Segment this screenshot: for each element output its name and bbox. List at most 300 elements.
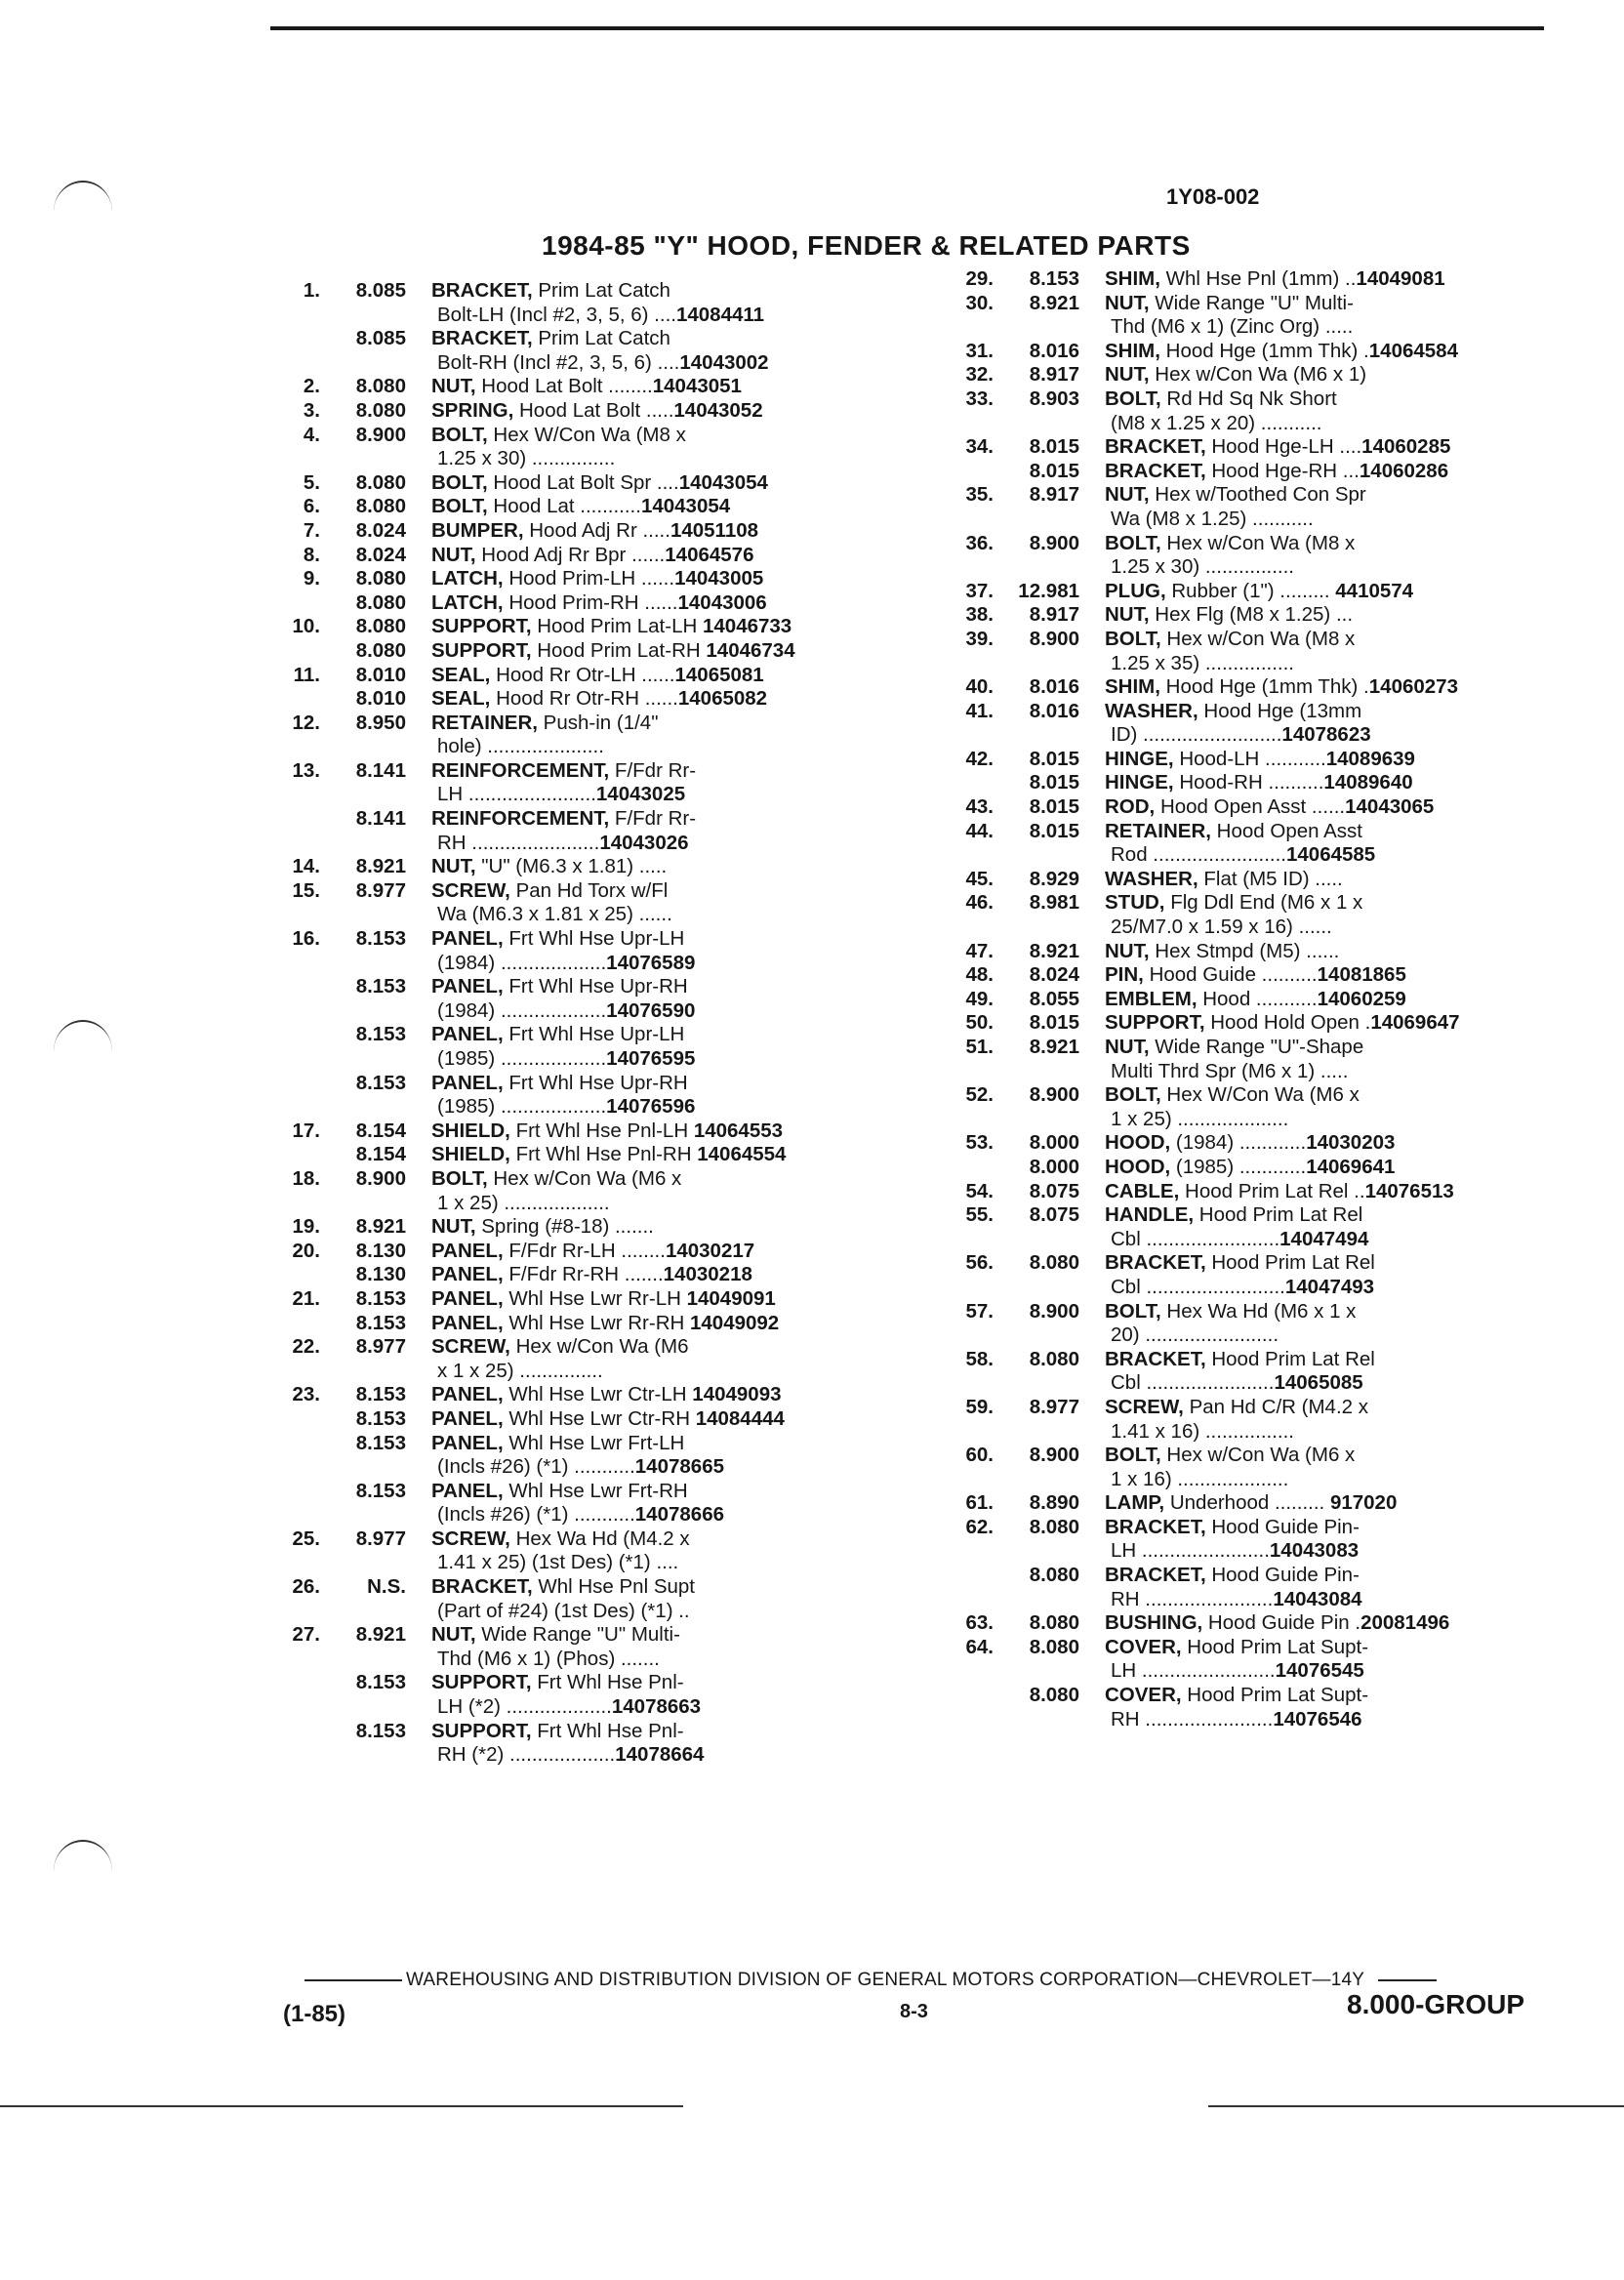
part-name: SUPPORT, (1105, 1011, 1205, 1035)
part-entry (264, 807, 908, 855)
part-entry (937, 267, 1562, 292)
part-detail: Whl Hse Lwr Ctr-RH (503, 1406, 696, 1430)
item-number: 33. (965, 387, 994, 410)
part-detail: Whl Hse Lwr Rr-LH (503, 1286, 687, 1310)
part-detail: Hood Adj Rr Bpr ...... (475, 543, 666, 566)
part-detail: Hood Hge (13mm (1198, 699, 1362, 722)
item-number: 21. (292, 1286, 320, 1310)
part-name: ROD, (1105, 795, 1156, 819)
part-detail-continued: (Incls #26) (*1) ........... (437, 1503, 635, 1527)
part-detail: Whl Hse Pnl Supt (532, 1575, 695, 1599)
item-number: 32. (965, 363, 994, 387)
part-detail: Hood Hold Open . (1204, 1011, 1371, 1035)
part-name: SCREW, (431, 878, 510, 902)
group-number: 8.153 (355, 1479, 406, 1502)
page-code: 1Y08-002 (1166, 184, 1260, 209)
part-detail-continued: Bolt-RH (Incl #2, 3, 5, 6) .... (437, 350, 680, 374)
group-number: 8.130 (355, 1239, 406, 1262)
group-number: 8.130 (355, 1263, 406, 1286)
part-detail: Hood Open Asst (1210, 819, 1362, 842)
part-entry (264, 1143, 908, 1167)
part-name: PANEL, (431, 1286, 504, 1310)
part-entry (264, 759, 908, 807)
part-description (431, 544, 908, 568)
part-entry (264, 1575, 908, 1623)
item-number: 61. (965, 1491, 994, 1515)
part-number: 14076545 (1275, 1659, 1364, 1683)
part-number: 14076590 (606, 998, 696, 1022)
group-number: 8.015 (1029, 795, 1079, 819)
item-number: 29. (965, 267, 994, 290)
part-detail-continued: 1 x 16) .................... (1111, 1467, 1289, 1490)
part-name: SUPPORT, (431, 615, 532, 638)
group-number: 8.890 (1029, 1491, 1079, 1515)
part-entry (264, 1383, 908, 1407)
part-description (1105, 483, 1562, 531)
part-detail-continued: (1984) ................... (437, 998, 607, 1022)
part-description (431, 519, 908, 544)
part-name: HINGE, (1105, 747, 1174, 770)
part-detail: Rd Hd Sq Nk Short (1160, 387, 1337, 410)
part-description (431, 664, 908, 688)
part-detail-continued: RH ....................... (1111, 1707, 1274, 1730)
part-name: NUT, (431, 375, 476, 398)
part-detail: Hood Prim Lat Rel .. (1179, 1179, 1365, 1202)
part-entry (264, 615, 908, 639)
part-name: LAMP, (1105, 1491, 1165, 1515)
part-detail-continued: Rod ........................ (1111, 843, 1286, 867)
part-name: BRACKET, (431, 279, 533, 302)
item-number: 22. (292, 1335, 320, 1359)
part-name: REINFORCEMENT, (431, 807, 610, 831)
part-detail: Wide Range "U" Multi- (1149, 291, 1354, 314)
part-number: 14078663 (611, 1695, 702, 1719)
part-detail: Whl Hse Lwr Frt-RH (503, 1479, 688, 1502)
part-description (431, 1120, 908, 1144)
item-number: 31. (965, 339, 994, 362)
part-name: PANEL, (431, 1023, 504, 1046)
part-description (431, 1407, 908, 1432)
part-entry (264, 1432, 908, 1480)
group-number: 12.981 (1018, 579, 1079, 602)
part-entry (937, 1083, 1562, 1131)
group-number: 8.080 (355, 615, 406, 638)
part-description (431, 1575, 908, 1623)
part-name: SHIELD, (431, 1143, 510, 1166)
part-entry (264, 375, 908, 399)
part-description (1105, 1180, 1562, 1204)
part-name: PIN, (1105, 963, 1144, 987)
group-number: 8.921 (1029, 1036, 1079, 1058)
part-name: NUT, (1105, 939, 1150, 962)
part-name: EMBLEM, (1105, 987, 1198, 1010)
part-detail: Whl Hse Lwr Rr-RH (503, 1311, 690, 1334)
part-description (1105, 1396, 1562, 1444)
group-number: 8.015 (1029, 1011, 1079, 1035)
part-name: SUPPORT, (431, 638, 532, 662)
part-entry (937, 387, 1562, 435)
part-description (1105, 580, 1562, 604)
group-number: 8.921 (1029, 291, 1079, 314)
part-description (1105, 795, 1562, 820)
group-number: 8.080 (355, 567, 406, 590)
item-number: 59. (965, 1395, 994, 1418)
part-description (1105, 963, 1562, 988)
group-number: 8.080 (355, 590, 406, 614)
part-entry (264, 327, 908, 375)
part-description (1105, 1611, 1562, 1636)
part-name: BRACKET, (1105, 1347, 1206, 1370)
part-number: 20081496 (1360, 1611, 1450, 1635)
part-detail-continued: (Incls #26) (*1) ........... (437, 1455, 635, 1479)
group-number: 8.153 (1029, 267, 1079, 290)
part-name: NUT, (1105, 363, 1150, 387)
part-detail: F/Fdr Rr-RH ....... (503, 1263, 664, 1286)
part-detail: Hood Guide .......... (1143, 963, 1318, 987)
parts-list-left (264, 279, 908, 1768)
item-number: 51. (965, 1036, 994, 1058)
part-name: STUD, (1105, 891, 1165, 915)
part-detail: Hex w/Con Wa (M6 x (487, 1166, 682, 1190)
part-entry (937, 580, 1562, 604)
group-number: 8.900 (1029, 1444, 1079, 1467)
part-entry (937, 795, 1562, 820)
part-detail-continued: Wa (M6.3 x 1.81 x 25) ...... (437, 903, 672, 926)
group-number: 8.015 (1029, 747, 1079, 770)
part-description (1105, 387, 1562, 435)
part-number: 14043054 (640, 495, 731, 518)
part-detail: Frt Whl Hse Upr-RH (503, 1071, 688, 1094)
part-number: 917020 (1329, 1491, 1398, 1515)
part-number: 14030218 (663, 1263, 752, 1286)
part-description (431, 855, 908, 879)
bottom-rule (1208, 2105, 1624, 2107)
part-entry (937, 1011, 1562, 1036)
item-number: 30. (965, 291, 994, 314)
part-detail: Hood Rr Otr-RH ...... (490, 687, 678, 711)
part-entry (937, 340, 1562, 364)
part-entry (937, 1444, 1562, 1491)
part-number: 14043005 (674, 567, 764, 590)
part-description (1105, 1516, 1562, 1564)
part-detail: Hex W/Con Wa (M8 x (487, 423, 686, 446)
part-description (431, 591, 908, 616)
part-name: PANEL, (431, 1431, 504, 1454)
part-number: 14078664 (615, 1743, 705, 1767)
part-detail: Pan Hd Torx w/Fl (509, 878, 669, 902)
part-detail-continued: Thd (M6 x 1) (Zinc Org) ..... (1111, 315, 1354, 339)
part-detail: Hex w/Con Wa (M6 (509, 1335, 689, 1359)
part-description (431, 1287, 908, 1312)
group-number: 8.153 (355, 1286, 406, 1310)
item-number: 19. (292, 1215, 320, 1239)
part-entry (264, 855, 908, 879)
part-entry (264, 1120, 908, 1144)
part-number: 14089639 (1325, 747, 1415, 770)
part-entry (264, 687, 908, 712)
group-number: 8.950 (355, 711, 406, 734)
item-number: 58. (965, 1347, 994, 1370)
part-number: 14065082 (677, 687, 768, 711)
part-entry (937, 1203, 1562, 1251)
item-number: 12. (292, 711, 320, 734)
part-description (1105, 820, 1562, 868)
part-detail: Hex w/Con Wa (M6 x (1160, 1444, 1356, 1467)
part-description (1105, 675, 1562, 700)
item-number: 36. (965, 531, 994, 554)
part-detail: Pan Hd C/R (M4.2 x (1183, 1395, 1368, 1418)
part-name: SHIM, (1105, 675, 1160, 699)
page-title: 1984-85 "Y" HOOD, FENDER & RELATED PARTS (542, 230, 1191, 261)
part-entry (264, 1287, 908, 1312)
part-description (431, 279, 908, 327)
group-number: 8.000 (1029, 1131, 1079, 1155)
part-detail: Hood Lat Bolt Spr .... (487, 470, 679, 494)
part-entry (937, 1180, 1562, 1204)
part-number: 14069641 (1306, 1155, 1396, 1178)
item-number: 23. (292, 1383, 320, 1406)
part-name: SHIM, (1105, 339, 1160, 362)
part-description (431, 879, 908, 927)
part-number: 14043051 (652, 375, 742, 398)
part-number: 14078666 (634, 1503, 724, 1527)
punch-hole-mark (54, 1020, 112, 1051)
part-description (431, 1480, 908, 1527)
item-number: 54. (965, 1179, 994, 1202)
part-detail: Hood Rr Otr-LH ...... (490, 663, 675, 686)
group-number: 8.000 (1029, 1155, 1079, 1178)
item-number: 41. (965, 699, 994, 722)
part-name: SCREW, (431, 1335, 510, 1359)
part-detail: Hood Hge (1mm Thk) . (1159, 675, 1369, 699)
part-description (1105, 1083, 1562, 1131)
item-number: 7. (303, 518, 320, 542)
part-entry (937, 628, 1562, 675)
part-name: BOLT, (1105, 531, 1161, 554)
part-entry (264, 1215, 908, 1240)
part-description (431, 759, 908, 807)
part-description (1105, 748, 1562, 772)
part-number: 14076595 (606, 1047, 696, 1070)
group-number: 8.015 (1029, 771, 1079, 794)
part-name: WASHER, (1105, 867, 1198, 890)
part-description (431, 615, 908, 639)
part-name: BOLT, (431, 1166, 488, 1190)
part-name: PANEL, (431, 927, 504, 951)
group-number: 8.085 (355, 279, 406, 302)
part-name: NUT, (1105, 483, 1150, 507)
part-number: 14043084 (1273, 1587, 1362, 1610)
part-description (431, 1527, 908, 1575)
group-number: 8.917 (1029, 603, 1079, 627)
part-number: 14043002 (679, 350, 769, 374)
part-number: 14065085 (1274, 1371, 1363, 1395)
part-name: BOLT, (1105, 1444, 1161, 1467)
part-description (431, 1263, 908, 1287)
item-number: 42. (965, 747, 994, 770)
part-entry (937, 675, 1562, 700)
part-entry (264, 639, 908, 664)
part-entry (937, 363, 1562, 387)
part-name: SUPPORT, (431, 1719, 532, 1742)
group-number: 8.085 (355, 327, 406, 350)
part-entry (937, 891, 1562, 939)
part-entry (264, 399, 908, 424)
part-detail-continued: (1985) ................... (437, 1095, 607, 1119)
group-number: 8.024 (355, 543, 406, 566)
part-entry (264, 1072, 908, 1120)
part-detail: Hood Prim Lat Supt- (1181, 1684, 1369, 1707)
group-number: 8.141 (355, 807, 406, 831)
part-detail: Hood Adj Rr ..... (523, 518, 670, 542)
part-detail: Frt Whl Hse Pnl- (531, 1719, 684, 1742)
part-detail-continued: 1 x 25) ................... (437, 1191, 610, 1214)
item-number: 20. (292, 1239, 320, 1262)
part-detail: Hex W/Con Wa (M6 x (1160, 1083, 1360, 1107)
item-number: 56. (965, 1251, 994, 1275)
group-number: 8.016 (1029, 699, 1079, 722)
part-detail: Prim Lat Catch (532, 279, 670, 302)
part-description (1105, 628, 1562, 675)
part-name: BOLT, (431, 423, 488, 446)
part-number: 14076596 (606, 1095, 696, 1119)
part-entry (264, 1480, 908, 1527)
part-number: 14043026 (599, 831, 689, 854)
part-detail: Hex w/Con Wa (M6 x 1) (1149, 363, 1367, 387)
part-detail-continued: Wa (M8 x 1.25) ........... (1111, 507, 1314, 530)
part-number: 14064553 (693, 1119, 784, 1142)
group-number: 8.921 (355, 1215, 406, 1239)
part-number: 14084411 (675, 303, 765, 326)
part-detail: Hood-LH ........... (1173, 747, 1326, 770)
part-entry (264, 1623, 908, 1671)
part-number: 14047494 (1279, 1227, 1369, 1250)
part-number: 14043065 (1345, 795, 1435, 819)
item-number: 15. (292, 878, 320, 902)
group-number: 8.153 (355, 1719, 406, 1742)
group-number: 8.075 (1029, 1179, 1079, 1202)
item-number: 50. (965, 1011, 994, 1035)
part-name: PANEL, (431, 1383, 504, 1406)
group-number: 8.900 (355, 423, 406, 446)
group-number: 8.977 (355, 1335, 406, 1359)
part-detail-continued: (1985) ................... (437, 1047, 607, 1070)
part-detail: Hood Prim-LH ...... (503, 567, 675, 590)
part-detail: Hood ........... (1197, 987, 1318, 1010)
part-description (431, 1167, 908, 1215)
part-number: 14043083 (1269, 1539, 1360, 1563)
group-number: 8.015 (1029, 819, 1079, 842)
part-name: NUT, (1105, 1036, 1150, 1058)
part-detail-continued: 1.25 x 30) ............... (437, 447, 616, 470)
part-detail: Flg Ddl End (M6 x 1 x (1164, 891, 1363, 915)
part-entry (937, 532, 1562, 580)
group-number: 8.153 (355, 1383, 406, 1406)
part-entry (937, 820, 1562, 868)
part-number: 14049091 (686, 1286, 776, 1310)
part-name: RETAINER, (431, 711, 538, 734)
item-number: 2. (303, 375, 320, 398)
item-number: 46. (965, 891, 994, 915)
part-name: BRACKET, (431, 1575, 533, 1599)
group-number: 8.903 (1029, 387, 1079, 410)
part-entry (264, 1671, 908, 1719)
part-entry (937, 1491, 1562, 1516)
group-number: 8.153 (355, 1406, 406, 1430)
group-number: 8.153 (355, 1311, 406, 1334)
part-detail-continued: 1 x 25) .................... (1111, 1107, 1289, 1130)
group-number: 8.055 (1029, 987, 1079, 1010)
item-number: 26. (292, 1575, 320, 1599)
part-name: NUT, (431, 855, 476, 878)
part-detail: Whl Hse Lwr Frt-LH (503, 1431, 685, 1454)
part-name: NUT, (431, 1623, 476, 1647)
item-number: 44. (965, 819, 994, 842)
part-entry (937, 1251, 1562, 1299)
part-entry (937, 1516, 1562, 1564)
part-detail: Rubber (1") ......... (1165, 579, 1336, 602)
group-number: 8.154 (355, 1143, 406, 1166)
part-detail: F/Fdr Rr- (609, 807, 697, 831)
part-number: 14046733 (702, 615, 792, 638)
part-description (1105, 1636, 1562, 1684)
group-number: 8.080 (1029, 1347, 1079, 1370)
part-number: 14049093 (692, 1383, 782, 1406)
part-description (431, 712, 908, 759)
part-number: 14060259 (1317, 987, 1406, 1010)
item-number: 64. (965, 1635, 994, 1658)
part-description (431, 975, 908, 1023)
item-number: 52. (965, 1083, 994, 1107)
part-detail: Push-in (1/4" (537, 711, 659, 734)
group-number: 8.080 (1029, 1515, 1079, 1538)
part-description (431, 1240, 908, 1264)
part-detail: Hood Prim-RH ...... (503, 590, 678, 614)
group-number: 8.080 (1029, 1564, 1079, 1587)
part-detail: Whl Hse Lwr Ctr-LH (503, 1383, 693, 1406)
part-entry (264, 879, 908, 927)
part-number: 14081865 (1317, 963, 1406, 987)
part-entry (264, 927, 908, 975)
part-detail: Hood Prim Lat Rel (1194, 1203, 1363, 1227)
part-detail: Hex w/Toothed Con Spr (1149, 483, 1366, 507)
part-number: 14076589 (606, 951, 696, 974)
item-number: 6. (303, 495, 320, 518)
part-name: PANEL, (431, 1263, 504, 1286)
part-detail-continued: LH (*2) ................... (437, 1695, 612, 1719)
part-detail: Underhood ......... (1164, 1491, 1330, 1515)
group-number: 8.016 (1029, 675, 1079, 699)
part-entry (264, 1240, 908, 1264)
item-number: 27. (292, 1623, 320, 1647)
part-detail: Hood Guide Pin- (1205, 1564, 1360, 1587)
part-entry (264, 591, 908, 616)
item-number: 38. (965, 603, 994, 627)
part-number: 14060285 (1361, 435, 1451, 459)
part-entry (264, 1720, 908, 1768)
punch-hole-mark (54, 1840, 112, 1871)
part-number: 14064584 (1368, 339, 1458, 362)
item-number: 5. (303, 470, 320, 494)
part-description (1105, 1203, 1562, 1251)
group-number: 8.153 (355, 1023, 406, 1046)
group-number: 8.977 (355, 878, 406, 902)
item-number: 35. (965, 483, 994, 507)
part-detail-continued: Cbl ......................... (1111, 1275, 1285, 1298)
group-number: 8.016 (1029, 339, 1079, 362)
item-number: 13. (292, 758, 320, 782)
part-number: 14043052 (673, 398, 763, 422)
